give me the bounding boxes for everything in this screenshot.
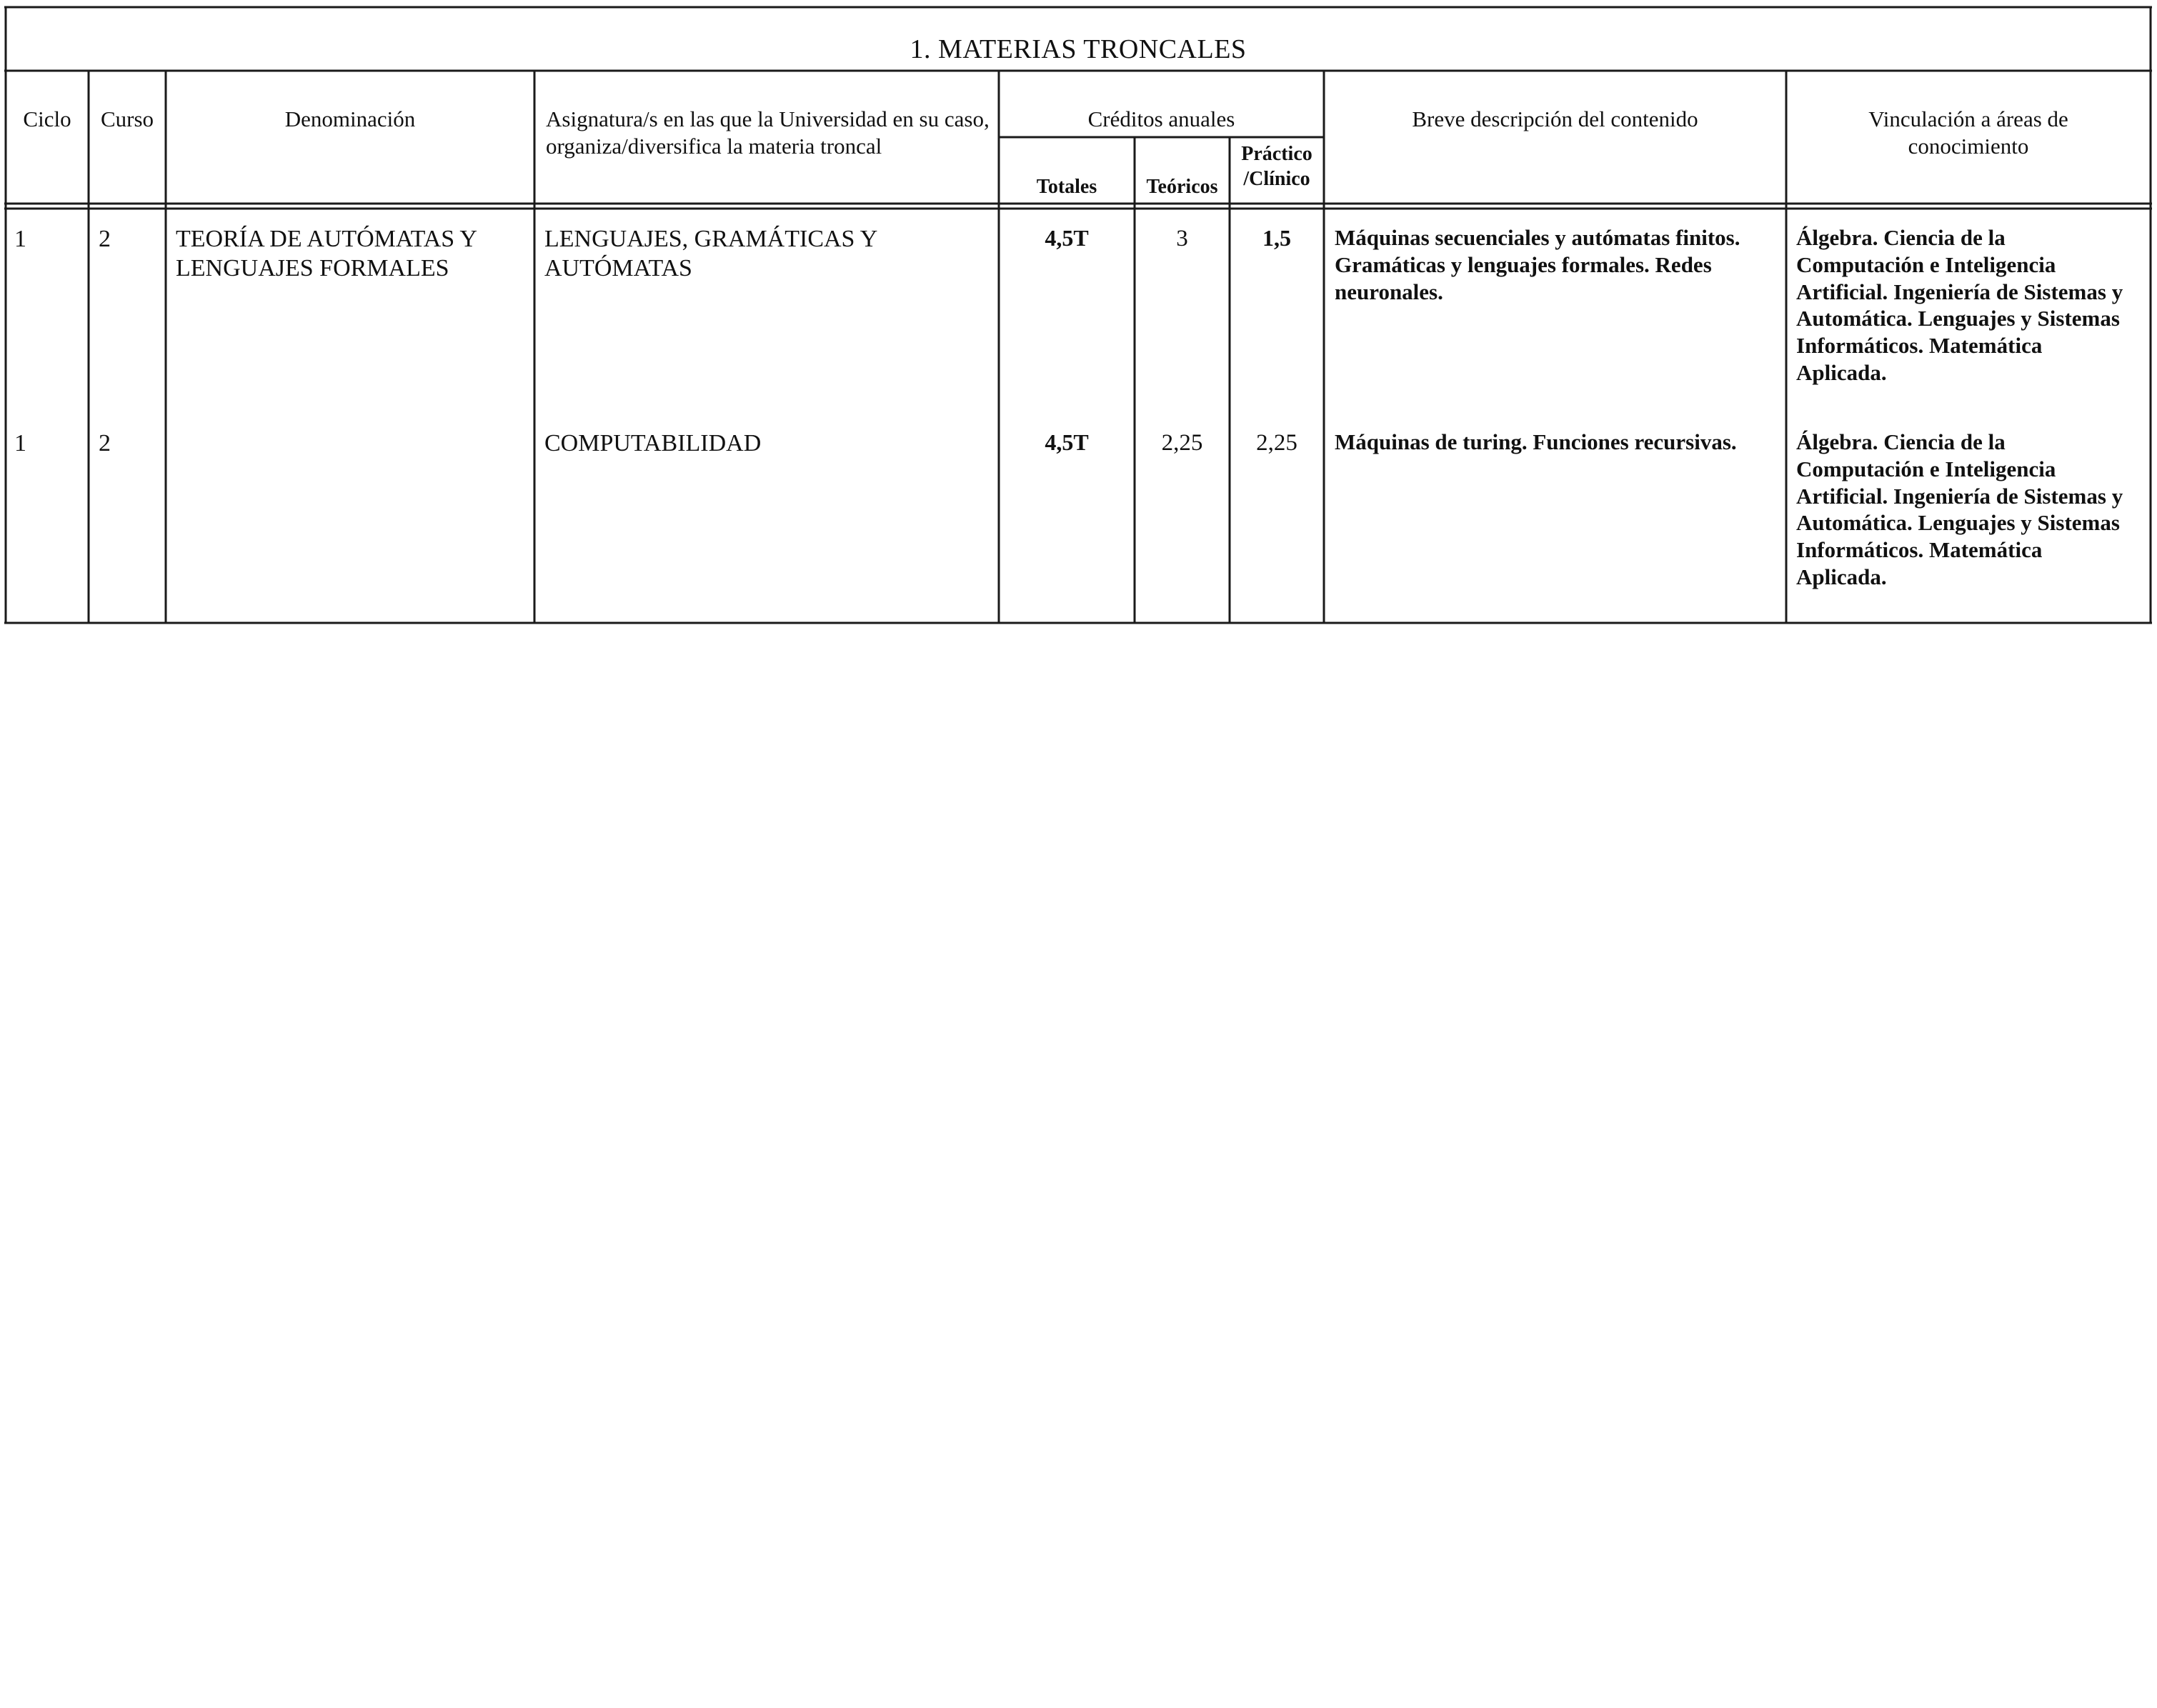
row-2-curso: 2: [99, 430, 111, 456]
header-asignaturas: Asignatura/s en las que la Universidad en su caso, organiza/diversifica la materia troncal: [546, 106, 995, 159]
header-vinculacion: Vinculación a áreas de conocimiento: [1868, 106, 2068, 159]
row-1-descripcion: Máquinas secuenciales y autómatas finitos. Gramáticas y lenguajes formales. Redes neuronales.: [1335, 225, 1740, 304]
row-1-denominacion: TEORÍA DE AUTÓMATAS Y LENGUAJES FORMALES: [176, 226, 477, 282]
row-2-creditos-totales: 4,5T: [1045, 429, 1089, 455]
row-1-asignatura: LENGUAJES, GRAMÁTICAS Y AUTÓMATAS: [544, 226, 878, 282]
row-1-creditos-practico: 1,5: [1262, 225, 1291, 251]
materias-troncales-table: [4, 6, 2152, 624]
row-2-creditos-teoricos: 2,25: [1161, 430, 1203, 456]
header-descripcion: Breve descripción del contenido: [1412, 106, 1698, 131]
header-teoricos: Teóricos: [1146, 176, 1218, 198]
row-1-ciclo: 1: [14, 226, 26, 252]
header-practico-clinico: Práctico /Clínico: [1241, 143, 1312, 190]
row-2-ciclo: 1: [14, 430, 26, 456]
table-title: 1. MATERIAS TRONCALES: [910, 34, 1247, 64]
row-1-creditos-totales: 4,5T: [1045, 225, 1089, 251]
header-ciclo: Ciclo: [23, 106, 71, 131]
row-2-creditos-practico: 2,25: [1256, 430, 1297, 456]
header-totales: Totales: [1036, 176, 1097, 198]
row-2-asignatura: COMPUTABILIDAD: [544, 430, 762, 456]
row-2-descripcion: Máquinas de turing. Funciones recursivas.: [1335, 429, 1737, 454]
row-1-vinculacion: Álgebra. Ciencia de la Computación e Inteligencia Artificial. Ingeniería de Sistemas y Automática. Lenguajes y Sistemas Informáticos. Matemática Aplicada.: [1796, 225, 2123, 386]
header-curso: Curso: [100, 106, 154, 131]
row-1-curso: 2: [99, 226, 111, 252]
row-2-vinculacion: Álgebra. Ciencia de la Computación e Inteligencia Artificial. Ingeniería de Sistemas y Automática. Lenguajes y Sistemas Informáticos. Matemática Aplicada.: [1796, 429, 2123, 590]
header-creditos-anuales: Créditos anuales: [1087, 106, 1235, 131]
header-denominacion: Denominación: [284, 106, 416, 131]
row-1-creditos-teoricos: 3: [1176, 226, 1188, 251]
